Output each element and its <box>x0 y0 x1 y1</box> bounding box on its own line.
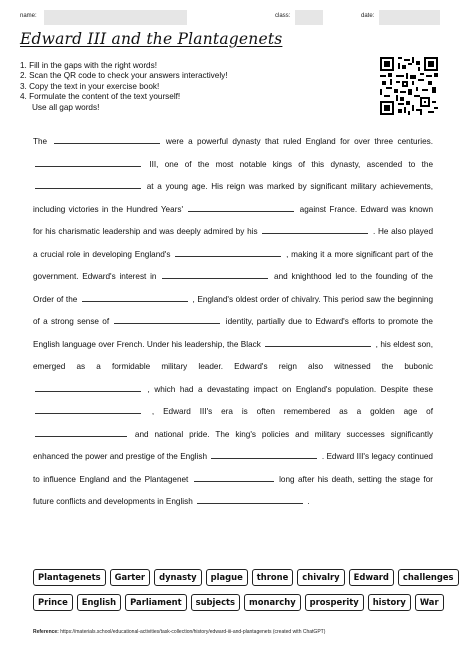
word-tile[interactable]: Garter <box>110 569 150 586</box>
word-tile[interactable]: English <box>77 594 121 611</box>
word-bank-row <box>33 594 439 611</box>
gap-field[interactable] <box>35 428 127 437</box>
text-segment: long after his death, setting the stage for future conflicts and developments in English <box>33 474 433 506</box>
word-bank <box>33 569 454 619</box>
word-tile[interactable]: prosperity <box>305 594 364 611</box>
word-tile[interactable]: Edward <box>349 569 394 586</box>
word-tile[interactable]: Plantagenets <box>33 569 106 586</box>
gap-text <box>33 131 433 514</box>
qr-code-icon[interactable] <box>380 57 438 115</box>
gap-field[interactable] <box>35 180 141 189</box>
text-segment: III, one of the most notable kings of this dynasty, ascended to the <box>149 159 434 169</box>
gap-field[interactable] <box>35 405 141 414</box>
word-tile[interactable]: plague <box>206 569 248 586</box>
word-tile[interactable]: history <box>368 594 411 611</box>
header-fields <box>0 10 460 28</box>
word-tile[interactable]: dynasty <box>154 569 202 586</box>
text-segment: . <box>307 497 310 506</box>
text-segment: , England's oldest order of chivalry. This period saw the beginning of a strong sense of <box>33 294 434 326</box>
gap-field[interactable] <box>82 293 188 302</box>
instructions <box>20 61 380 113</box>
reference-label: Reference: <box>33 629 59 635</box>
word-tile[interactable]: subjects <box>191 594 240 611</box>
word-tile[interactable]: throne <box>252 569 294 586</box>
text-segment: , Edward III's era is often remembered as a golden age of <box>151 407 433 416</box>
date-label: date: <box>361 13 375 19</box>
instruction-item: 1. Fill in the gaps with the right words! <box>20 61 157 70</box>
gap-field[interactable] <box>162 270 268 279</box>
word-bank-row <box>33 569 454 586</box>
word-tile[interactable]: challenges <box>398 569 459 586</box>
gap-field[interactable] <box>262 225 368 234</box>
word-tile[interactable]: Parliament <box>125 594 186 611</box>
gap-field[interactable] <box>35 158 141 167</box>
gap-field[interactable] <box>194 473 274 482</box>
text-segment: and national pride. The king's policies and military successes significantly enhanced the power and prestige of the English <box>33 429 433 461</box>
word-tile[interactable]: War <box>415 594 444 611</box>
word-tile[interactable]: chivalry <box>297 569 344 586</box>
text-segment: at a young age. His reign was marked by significant military achievements, including victories in the Hundred Years' <box>33 182 434 214</box>
instruction-item: 4. Formulate the content of the text yourself! <box>20 92 181 102</box>
name-label: name: <box>20 13 37 19</box>
reference-line <box>33 629 325 635</box>
text-segment: The <box>33 137 48 146</box>
reference-text: https://materials.school/educational-activities/task-collection/history/edward-iii-and-plantagenets (created with ChatGPT) <box>60 629 326 635</box>
text-segment: . He also played a crucial role in developing England's <box>33 227 434 259</box>
name-field[interactable] <box>44 10 187 25</box>
text-segment: and knighthood led to the founding of the Order of the <box>33 272 433 304</box>
text-segment: identity, partially due to Edward's efforts to promote the English language over French. Under his leadership, the Black <box>33 317 433 349</box>
gap-field[interactable] <box>35 383 141 392</box>
page-title: Edward III and the Plantagenets <box>20 30 283 48</box>
text-segment: against France. Edward was known for his charismatic leadership and was deeply admired by his <box>33 204 434 236</box>
class-field[interactable] <box>295 10 323 25</box>
gap-field[interactable] <box>114 315 220 324</box>
instruction-item: 3. Copy the text in your exercise book! <box>20 81 160 91</box>
class-label: class: <box>275 13 291 19</box>
gap-field[interactable] <box>197 495 303 504</box>
text-segment: were a powerful dynasty that ruled England for over three centuries. <box>165 137 433 146</box>
gap-field[interactable] <box>54 135 160 144</box>
text-segment: , making it a more significant part of the government. Edward's interest in <box>33 249 434 281</box>
date-field[interactable] <box>379 10 440 25</box>
instruction-item: Use all gap words! <box>32 102 100 112</box>
text-segment: , which had a devastating impact on England's population. Despite these <box>147 384 433 394</box>
gap-field[interactable] <box>211 450 317 459</box>
gap-field[interactable] <box>265 338 371 347</box>
gap-field[interactable] <box>175 248 281 257</box>
word-tile[interactable]: Prince <box>33 594 73 611</box>
text-segment: , his eldest son, emerged as a formidable military leader. Edward's reign also witnessed the bubonic <box>33 339 433 371</box>
instruction-item: 2. Scan the QR code to check your answers interactively! <box>20 71 228 81</box>
gap-field[interactable] <box>188 203 294 212</box>
text-segment: . Edward III's legacy continued to influence England and the Plantagenet <box>33 452 433 484</box>
word-tile[interactable]: monarchy <box>244 594 301 611</box>
